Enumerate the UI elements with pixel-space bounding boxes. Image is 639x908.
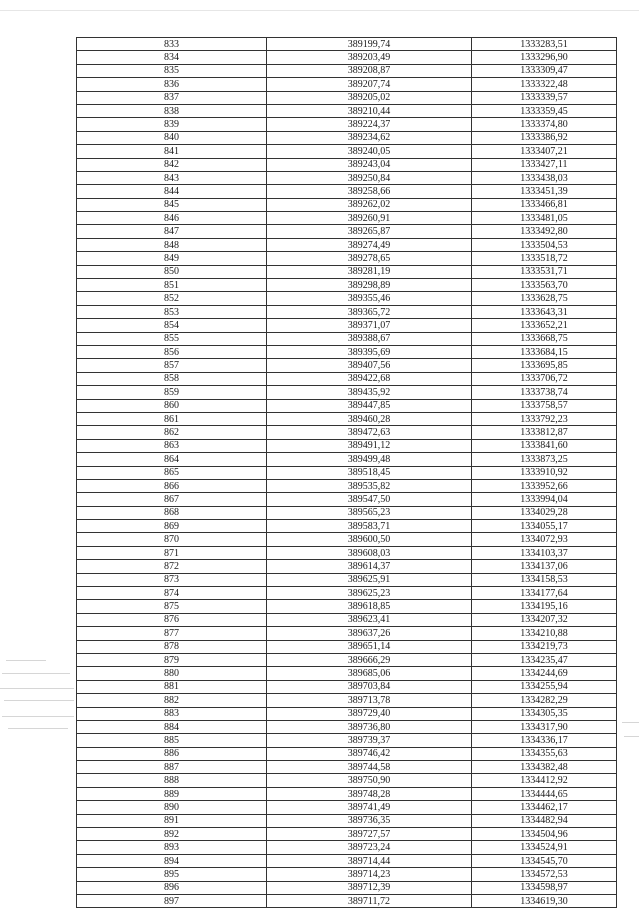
x-coordinate-cell: 389600,50	[267, 533, 472, 546]
point-number-cell: 878	[77, 640, 267, 653]
table-row	[77, 292, 617, 305]
x-coordinate-cell: 389666,29	[267, 653, 472, 666]
x-coordinate-cell: 389265,87	[267, 225, 472, 238]
table-row	[77, 225, 617, 238]
point-number-cell: 875	[77, 600, 267, 613]
y-coordinate-cell: 1334482,94	[472, 814, 617, 827]
point-number-cell: 839	[77, 118, 267, 131]
table-row	[77, 252, 617, 265]
y-coordinate-cell: 1333283,51	[472, 38, 617, 51]
table-row	[77, 640, 617, 653]
point-number-cell: 879	[77, 653, 267, 666]
point-number-cell: 846	[77, 212, 267, 225]
x-coordinate-cell: 389637,26	[267, 627, 472, 640]
table-row	[77, 734, 617, 747]
y-coordinate-cell: 1334317,90	[472, 720, 617, 733]
x-coordinate-cell: 389736,80	[267, 720, 472, 733]
x-coordinate-cell: 389224,37	[267, 118, 472, 131]
x-coordinate-cell: 389278,65	[267, 252, 472, 265]
point-number-cell: 864	[77, 453, 267, 466]
point-number-cell: 867	[77, 493, 267, 506]
table-row	[77, 372, 617, 385]
table-row	[77, 171, 617, 184]
x-coordinate-cell: 389472,63	[267, 426, 472, 439]
point-number-cell: 885	[77, 734, 267, 747]
table-row	[77, 238, 617, 251]
x-coordinate-cell: 389210,44	[267, 104, 472, 117]
point-number-cell: 880	[77, 667, 267, 680]
x-coordinate-cell: 389618,85	[267, 600, 472, 613]
coordinates-document	[76, 37, 616, 908]
x-coordinate-cell: 389741,49	[267, 801, 472, 814]
x-coordinate-cell: 389625,23	[267, 587, 472, 600]
table-row	[77, 145, 617, 158]
y-coordinate-cell: 1334244,69	[472, 667, 617, 680]
table-row	[77, 319, 617, 332]
x-coordinate-cell: 389739,37	[267, 734, 472, 747]
y-coordinate-cell: 1334219,73	[472, 640, 617, 653]
x-coordinate-cell: 389262,02	[267, 198, 472, 211]
point-number-cell: 853	[77, 305, 267, 318]
point-number-cell: 871	[77, 546, 267, 559]
x-coordinate-cell: 389614,37	[267, 560, 472, 573]
x-coordinate-cell: 389727,57	[267, 828, 472, 841]
point-number-cell: 870	[77, 533, 267, 546]
table-row	[77, 265, 617, 278]
x-coordinate-cell: 389547,50	[267, 493, 472, 506]
y-coordinate-cell: 1334524,91	[472, 841, 617, 854]
point-number-cell: 841	[77, 145, 267, 158]
table-row	[77, 479, 617, 492]
table-row	[77, 279, 617, 292]
y-coordinate-cell: 1333652,21	[472, 319, 617, 332]
table-row	[77, 212, 617, 225]
point-number-cell: 863	[77, 439, 267, 452]
x-coordinate-cell: 389281,19	[267, 265, 472, 278]
table-row	[77, 520, 617, 533]
table-row	[77, 533, 617, 546]
point-number-cell: 891	[77, 814, 267, 827]
y-coordinate-cell: 1333643,31	[472, 305, 617, 318]
point-number-cell: 851	[77, 279, 267, 292]
scan-artifact-right	[624, 736, 639, 737]
x-coordinate-cell: 389712,39	[267, 881, 472, 894]
table-row	[77, 667, 617, 680]
scan-artifact-left	[2, 716, 74, 717]
x-coordinate-cell: 389395,69	[267, 345, 472, 358]
y-coordinate-cell: 1333563,70	[472, 279, 617, 292]
point-number-cell: 855	[77, 332, 267, 345]
x-coordinate-cell: 389234,62	[267, 131, 472, 144]
x-coordinate-cell: 389407,56	[267, 359, 472, 372]
y-coordinate-cell: 1333873,25	[472, 453, 617, 466]
point-number-cell: 835	[77, 64, 267, 77]
x-coordinate-cell: 389355,46	[267, 292, 472, 305]
x-coordinate-cell: 389746,42	[267, 747, 472, 760]
point-number-cell: 857	[77, 359, 267, 372]
x-coordinate-cell: 389729,40	[267, 707, 472, 720]
x-coordinate-cell: 389240,05	[267, 145, 472, 158]
table-row	[77, 359, 617, 372]
point-number-cell: 860	[77, 399, 267, 412]
point-number-cell: 866	[77, 479, 267, 492]
point-number-cell: 861	[77, 412, 267, 425]
x-coordinate-cell: 389750,90	[267, 774, 472, 787]
table-row	[77, 653, 617, 666]
point-number-cell: 873	[77, 573, 267, 586]
point-number-cell: 847	[77, 225, 267, 238]
y-coordinate-cell: 1334355,63	[472, 747, 617, 760]
table-row	[77, 51, 617, 64]
point-number-cell: 881	[77, 680, 267, 693]
table-row	[77, 560, 617, 573]
table-row	[77, 439, 617, 452]
y-coordinate-cell: 1333339,57	[472, 91, 617, 104]
table-row	[77, 426, 617, 439]
y-coordinate-cell: 1333322,48	[472, 78, 617, 91]
table-row	[77, 104, 617, 117]
point-number-cell: 842	[77, 158, 267, 171]
y-coordinate-cell: 1333910,92	[472, 466, 617, 479]
scan-artifact-left	[8, 728, 68, 729]
y-coordinate-cell: 1334255,94	[472, 680, 617, 693]
point-number-cell: 865	[77, 466, 267, 479]
table-row	[77, 185, 617, 198]
point-number-cell: 895	[77, 868, 267, 881]
y-coordinate-cell: 1333407,21	[472, 145, 617, 158]
x-coordinate-cell: 389460,28	[267, 412, 472, 425]
table-row	[77, 91, 617, 104]
table-row	[77, 774, 617, 787]
y-coordinate-cell: 1333628,75	[472, 292, 617, 305]
point-number-cell: 887	[77, 761, 267, 774]
point-number-cell: 883	[77, 707, 267, 720]
y-coordinate-cell: 1334210,88	[472, 627, 617, 640]
y-coordinate-cell: 1334235,47	[472, 653, 617, 666]
y-coordinate-cell: 1334103,37	[472, 546, 617, 559]
point-number-cell: 890	[77, 801, 267, 814]
x-coordinate-cell: 389714,44	[267, 854, 472, 867]
coordinates-table	[76, 37, 617, 908]
y-coordinate-cell: 1333518,72	[472, 252, 617, 265]
point-number-cell: 869	[77, 520, 267, 533]
table-row	[77, 694, 617, 707]
table-row	[77, 787, 617, 800]
x-coordinate-cell: 389499,48	[267, 453, 472, 466]
point-number-cell: 837	[77, 91, 267, 104]
point-number-cell: 868	[77, 506, 267, 519]
table-row	[77, 627, 617, 640]
table-row	[77, 801, 617, 814]
x-coordinate-cell: 389651,14	[267, 640, 472, 653]
x-coordinate-cell: 389388,67	[267, 332, 472, 345]
x-coordinate-cell: 389723,24	[267, 841, 472, 854]
y-coordinate-cell: 1333952,66	[472, 479, 617, 492]
x-coordinate-cell: 389685,06	[267, 667, 472, 680]
table-row	[77, 828, 617, 841]
y-coordinate-cell: 1334545,70	[472, 854, 617, 867]
point-number-cell: 838	[77, 104, 267, 117]
x-coordinate-cell: 389207,74	[267, 78, 472, 91]
table-row	[77, 854, 617, 867]
x-coordinate-cell: 389447,85	[267, 399, 472, 412]
table-row	[77, 613, 617, 626]
x-coordinate-cell: 389625,91	[267, 573, 472, 586]
point-number-cell: 858	[77, 372, 267, 385]
x-coordinate-cell: 389422,68	[267, 372, 472, 385]
table-row	[77, 573, 617, 586]
table-row	[77, 493, 617, 506]
y-coordinate-cell: 1333481,05	[472, 212, 617, 225]
point-number-cell: 833	[77, 38, 267, 51]
scan-artifact-left	[4, 700, 74, 701]
x-coordinate-cell: 389608,03	[267, 546, 472, 559]
table-row	[77, 600, 617, 613]
x-coordinate-cell: 389565,23	[267, 506, 472, 519]
y-coordinate-cell: 1333504,53	[472, 238, 617, 251]
point-number-cell: 894	[77, 854, 267, 867]
point-number-cell: 888	[77, 774, 267, 787]
point-number-cell: 854	[77, 319, 267, 332]
table-row	[77, 412, 617, 425]
table-row	[77, 546, 617, 559]
y-coordinate-cell: 1334444,65	[472, 787, 617, 800]
x-coordinate-cell: 389371,07	[267, 319, 472, 332]
point-number-cell: 889	[77, 787, 267, 800]
y-coordinate-cell: 1333812,87	[472, 426, 617, 439]
x-coordinate-cell: 389714,23	[267, 868, 472, 881]
x-coordinate-cell: 389583,71	[267, 520, 472, 533]
x-coordinate-cell: 389744,58	[267, 761, 472, 774]
y-coordinate-cell: 1334305,35	[472, 707, 617, 720]
y-coordinate-cell: 1334137,06	[472, 560, 617, 573]
point-number-cell: 859	[77, 386, 267, 399]
scan-artifact-left	[0, 688, 74, 689]
x-coordinate-cell: 389713,78	[267, 694, 472, 707]
y-coordinate-cell: 1334158,53	[472, 573, 617, 586]
y-coordinate-cell: 1333684,15	[472, 345, 617, 358]
y-coordinate-cell: 1333531,71	[472, 265, 617, 278]
table-row	[77, 131, 617, 144]
x-coordinate-cell: 389258,66	[267, 185, 472, 198]
page-top-edge	[0, 10, 639, 11]
table-row	[77, 466, 617, 479]
point-number-cell: 892	[77, 828, 267, 841]
y-coordinate-cell: 1334572,53	[472, 868, 617, 881]
table-row	[77, 895, 617, 908]
x-coordinate-cell: 389703,84	[267, 680, 472, 693]
point-number-cell: 836	[77, 78, 267, 91]
y-coordinate-cell: 1333427,11	[472, 158, 617, 171]
y-coordinate-cell: 1334336,17	[472, 734, 617, 747]
table-row	[77, 761, 617, 774]
y-coordinate-cell: 1334029,28	[472, 506, 617, 519]
x-coordinate-cell: 389243,04	[267, 158, 472, 171]
x-coordinate-cell: 389205,02	[267, 91, 472, 104]
point-number-cell: 893	[77, 841, 267, 854]
y-coordinate-cell: 1334619,30	[472, 895, 617, 908]
table-row	[77, 587, 617, 600]
table-row	[77, 868, 617, 881]
y-coordinate-cell: 1334382,48	[472, 761, 617, 774]
table-row	[77, 305, 617, 318]
y-coordinate-cell: 1334282,29	[472, 694, 617, 707]
point-number-cell: 874	[77, 587, 267, 600]
table-row	[77, 158, 617, 171]
y-coordinate-cell: 1334412,92	[472, 774, 617, 787]
table-row	[77, 78, 617, 91]
point-number-cell: 850	[77, 265, 267, 278]
x-coordinate-cell: 389535,82	[267, 479, 472, 492]
point-number-cell: 856	[77, 345, 267, 358]
table-row	[77, 345, 617, 358]
y-coordinate-cell: 1333386,92	[472, 131, 617, 144]
scan-artifact-right	[622, 722, 639, 723]
table-row	[77, 399, 617, 412]
table-row	[77, 841, 617, 854]
y-coordinate-cell: 1334177,64	[472, 587, 617, 600]
y-coordinate-cell: 1333994,04	[472, 493, 617, 506]
point-number-cell: 896	[77, 881, 267, 894]
x-coordinate-cell: 389260,91	[267, 212, 472, 225]
x-coordinate-cell: 389208,87	[267, 64, 472, 77]
y-coordinate-cell: 1333451,39	[472, 185, 617, 198]
y-coordinate-cell: 1334072,93	[472, 533, 617, 546]
y-coordinate-cell: 1334195,16	[472, 600, 617, 613]
table-row	[77, 64, 617, 77]
point-number-cell: 897	[77, 895, 267, 908]
x-coordinate-cell: 389518,45	[267, 466, 472, 479]
x-coordinate-cell: 389435,92	[267, 386, 472, 399]
y-coordinate-cell: 1333296,90	[472, 51, 617, 64]
y-coordinate-cell: 1333466,81	[472, 198, 617, 211]
point-number-cell: 872	[77, 560, 267, 573]
point-number-cell: 845	[77, 198, 267, 211]
x-coordinate-cell: 389250,84	[267, 171, 472, 184]
point-number-cell: 862	[77, 426, 267, 439]
y-coordinate-cell: 1333492,80	[472, 225, 617, 238]
table-row	[77, 506, 617, 519]
point-number-cell: 876	[77, 613, 267, 626]
table-row	[77, 680, 617, 693]
y-coordinate-cell: 1333695,85	[472, 359, 617, 372]
table-row	[77, 453, 617, 466]
point-number-cell: 877	[77, 627, 267, 640]
y-coordinate-cell: 1334207,32	[472, 613, 617, 626]
table-row	[77, 814, 617, 827]
y-coordinate-cell: 1333706,72	[472, 372, 617, 385]
point-number-cell: 848	[77, 238, 267, 251]
x-coordinate-cell: 389711,72	[267, 895, 472, 908]
table-row	[77, 332, 617, 345]
point-number-cell: 834	[77, 51, 267, 64]
x-coordinate-cell: 389203,49	[267, 51, 472, 64]
x-coordinate-cell: 389365,72	[267, 305, 472, 318]
table-row	[77, 747, 617, 760]
point-number-cell: 849	[77, 252, 267, 265]
y-coordinate-cell: 1333738,74	[472, 386, 617, 399]
table-row	[77, 386, 617, 399]
y-coordinate-cell: 1333668,75	[472, 332, 617, 345]
coordinates-table-body	[77, 38, 617, 908]
x-coordinate-cell: 389736,35	[267, 814, 472, 827]
y-coordinate-cell: 1333309,47	[472, 64, 617, 77]
y-coordinate-cell: 1333438,03	[472, 171, 617, 184]
point-number-cell: 844	[77, 185, 267, 198]
scan-artifact-left	[2, 673, 70, 674]
x-coordinate-cell: 389623,41	[267, 613, 472, 626]
point-number-cell: 882	[77, 694, 267, 707]
y-coordinate-cell: 1333841,60	[472, 439, 617, 452]
x-coordinate-cell: 389199,74	[267, 38, 472, 51]
point-number-cell: 843	[77, 171, 267, 184]
point-number-cell: 852	[77, 292, 267, 305]
point-number-cell: 886	[77, 747, 267, 760]
y-coordinate-cell: 1333758,57	[472, 399, 617, 412]
table-row	[77, 198, 617, 211]
point-number-cell: 840	[77, 131, 267, 144]
x-coordinate-cell: 389491,12	[267, 439, 472, 452]
table-row	[77, 118, 617, 131]
y-coordinate-cell: 1334504,96	[472, 828, 617, 841]
y-coordinate-cell: 1334598,97	[472, 881, 617, 894]
scan-artifact-left	[6, 660, 46, 661]
y-coordinate-cell: 1333792,23	[472, 412, 617, 425]
y-coordinate-cell: 1334055,17	[472, 520, 617, 533]
table-row	[77, 707, 617, 720]
table-row	[77, 881, 617, 894]
table-row	[77, 38, 617, 51]
x-coordinate-cell: 389748,28	[267, 787, 472, 800]
y-coordinate-cell: 1333374,80	[472, 118, 617, 131]
table-row	[77, 720, 617, 733]
x-coordinate-cell: 389298,89	[267, 279, 472, 292]
y-coordinate-cell: 1334462,17	[472, 801, 617, 814]
y-coordinate-cell: 1333359,45	[472, 104, 617, 117]
x-coordinate-cell: 389274,49	[267, 238, 472, 251]
point-number-cell: 884	[77, 720, 267, 733]
